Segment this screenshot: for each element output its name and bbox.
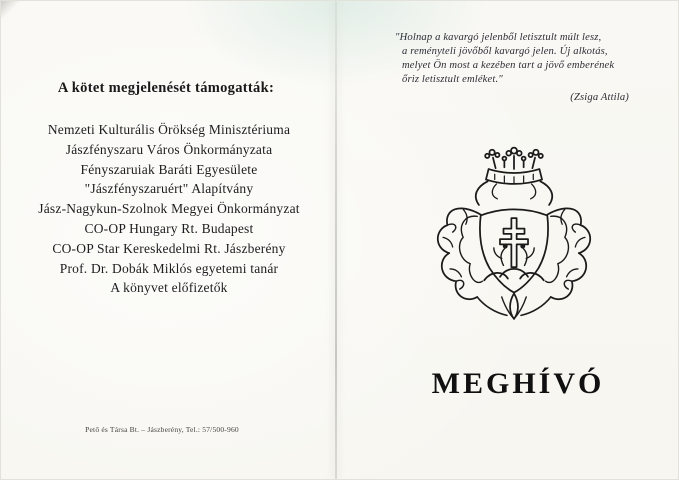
quote-line: "Holnap a kavargó jelenből letisztult múlt lesz, [395, 32, 602, 43]
shield [480, 209, 548, 292]
quote-line: őriz letisztult emléket." [402, 73, 503, 85]
supporter-row: Nemzeti Kulturális Örökség Minisztériuma [47, 122, 291, 137]
left-page [1, 1, 335, 480]
double-cross-icon [500, 218, 528, 267]
printer-footer: Pető és Társa Bt. – Jászberény, Tel.: 57/500-960 [85, 425, 239, 434]
supporter-row: "Jászfényszaruért" Alapítvány [84, 181, 254, 197]
supporter-row: CO-OP Hungary Rt. Budapest [84, 220, 254, 236]
right-page [335, 1, 679, 480]
supporter-row: Fényszaruiak Baráti Egyesülete [80, 161, 258, 177]
crown-icon [476, 148, 552, 205]
supporter-row: Jászfényszaru Város Önkormányzata [65, 141, 273, 157]
supporter-row: CO-OP Star Kereskedelmi Rt. Jászberény [52, 240, 286, 256]
quote-attribution: (Zsiga Attila) [570, 91, 629, 103]
quote-line: melyet Ön most a kezében tart a jövő emberének [402, 59, 615, 71]
supporter-row: Prof. Dr. Dobák Miklós egyetemi tanár [59, 260, 279, 276]
flower-sprigs [494, 244, 534, 265]
supporters-list [1, 120, 337, 298]
supporter-row: A könyvet előfizetők [110, 280, 228, 296]
quote-block [395, 31, 663, 105]
acanthus-flourish [438, 208, 590, 315]
coat-of-arms-emblem [423, 141, 605, 325]
invitation-title: MEGHÍVÓ [431, 367, 605, 400]
supporters-title: A kötet megjelenését támogatták: [57, 80, 275, 96]
quote-line: a reményteli jövőből kavargó jelen. Új alkotás, [402, 45, 608, 57]
supporter-row: Jász-Nagykun-Szolnok Megyei Önkormányzat [38, 201, 300, 217]
